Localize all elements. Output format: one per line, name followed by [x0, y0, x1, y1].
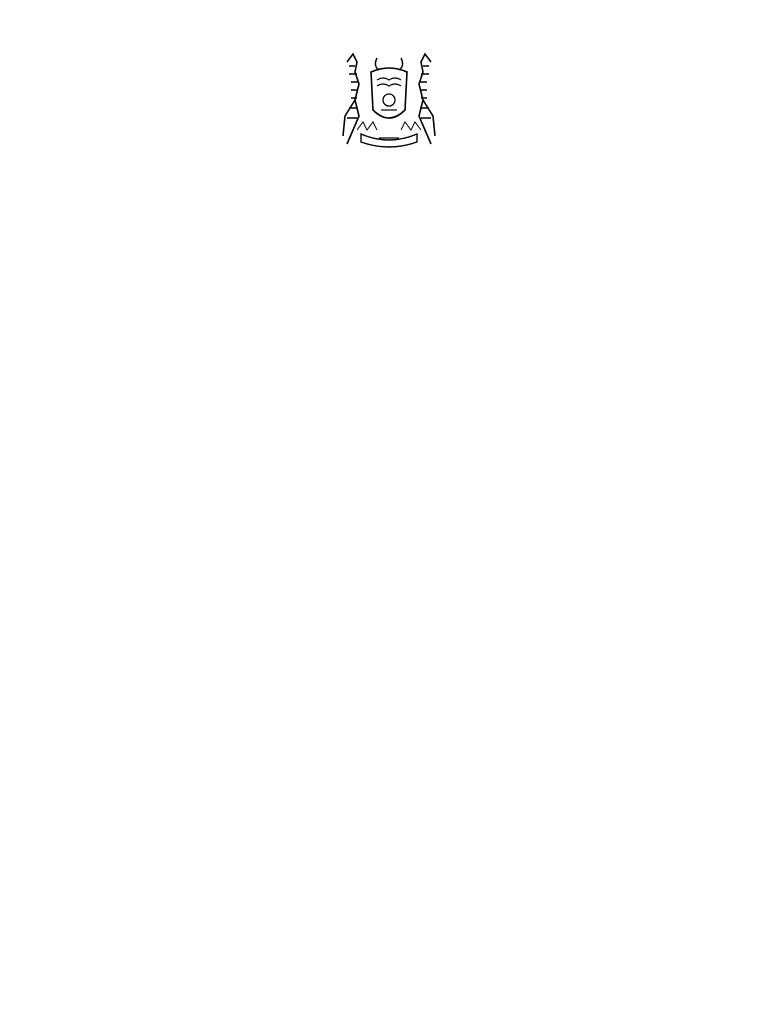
rules-list: [138, 279, 660, 355]
coat-of-arms-emblem: [333, 50, 445, 150]
category-table: [163, 279, 660, 351]
